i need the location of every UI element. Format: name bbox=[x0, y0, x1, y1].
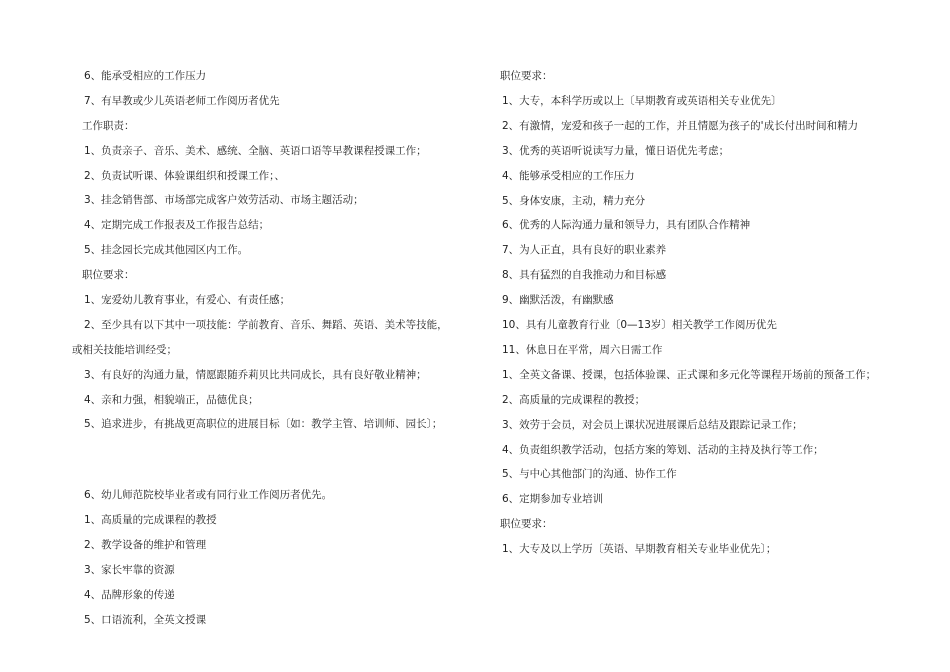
text-line: 5、追求进步，有挑战更高职位的进展目标〔如：教学主管、培训师、园长〕； bbox=[84, 418, 443, 431]
text-line: 1、负责亲子、音乐、美术、感统、全脑、英语口语等早教课程授课工作； bbox=[84, 144, 427, 157]
text-line: 3、有良好的沟通力量，情愿跟随乔莉贝比共同成长，具有良好敬业精神； bbox=[84, 368, 427, 381]
text-line: 7、有早教或少儿英语老师工作阅历者优先 bbox=[84, 94, 280, 107]
left-column bbox=[72, 64, 472, 633]
text-line: 1、全英文备课、授课，包括体验课、正式课和多元化等课程开场前的预备工作； bbox=[502, 368, 877, 381]
text-line: 2、教学设备的维护和管理 bbox=[84, 539, 207, 552]
text-line: 1、大专，本科学历或以上〔早期教育或英语相关专业优先〕 bbox=[502, 94, 782, 107]
text-line: 2、至少具有以下其中一项技能：学前教育、音乐、舞蹈、英语、美术等技能， bbox=[84, 318, 448, 331]
text-line: 8、具有猛烈的自我推动力和目标感 bbox=[502, 269, 667, 282]
text-line: 4、能够承受相应的工作压力 bbox=[502, 169, 635, 182]
text-line: 5、口语流利，全英文授课 bbox=[84, 613, 207, 626]
text-line: 5、与中心其他部门的沟通、协作工作 bbox=[502, 468, 677, 481]
section-heading: 职位要求： bbox=[82, 269, 135, 282]
text-line: 9、幽默活泼，有幽默感 bbox=[502, 294, 614, 307]
text-line: 2、负责试听课、体验课组织和授课工作；、 bbox=[84, 169, 285, 182]
text-line: 1、大专及以上学历〔英语、早期教育相关专业毕业优先〕； bbox=[502, 543, 777, 556]
blank-line bbox=[72, 448, 472, 473]
text-line: 4、品牌形象的传递 bbox=[84, 588, 175, 601]
text-line: 6、优秀的人际沟通力量和领导力，具有团队合作精神 bbox=[502, 219, 751, 232]
right-column bbox=[490, 64, 890, 562]
text-line: 6、幼儿师范院校毕业者或有同行业工作阅历者优先。 bbox=[84, 489, 333, 502]
text-line: 2、有激情，宠爱和孩子一起的工作，并且情愿为孩子的'成长付出时间和精力 bbox=[502, 119, 859, 132]
text-line: 11、休息日在平常，周六日需工作 bbox=[502, 343, 663, 356]
text-line: 3、效劳于会员，对会员上课状况进展课后总结及跟踪记录工作； bbox=[502, 418, 803, 431]
text-line: 5、挂念园长完成其他园区内工作。 bbox=[84, 244, 249, 257]
section-heading: 职位要求： bbox=[500, 70, 553, 82]
text-line: 3、挂念销售部、市场部完成客户效劳活动、市场主题活动； bbox=[84, 194, 364, 207]
text-line: 2、高质量的完成课程的教授； bbox=[502, 393, 646, 406]
text-line: 10、具有儿童教育行业〔0—13岁〕相关教学工作阅历优先 bbox=[502, 319, 777, 332]
text-line: 或相关技能培训经受； bbox=[72, 343, 177, 356]
text-line: 4、定期完成工作报表及工作报告总结； bbox=[84, 219, 270, 232]
section-heading: 职位要求： bbox=[500, 518, 553, 531]
text-line: 5、身体安康，主动，精力充分 bbox=[502, 194, 646, 207]
text-line: 6、能承受相应的工作压力 bbox=[84, 70, 207, 82]
text-line: 1、宠爱幼儿教育事业，有爱心、有责任感； bbox=[84, 294, 291, 307]
text-line: 7、为人正直，具有良好的职业素养 bbox=[502, 244, 667, 257]
section-heading: 工作职责： bbox=[82, 119, 135, 132]
text-line: 3、家长牢靠的资源 bbox=[84, 563, 175, 576]
text-line: 4、亲和力强，相貌端正，品德优良； bbox=[84, 393, 259, 406]
text-line: 1、高质量的完成课程的教授 bbox=[84, 514, 217, 527]
text-line: 3、优秀的英语听说读写力量，懂日语优先考虑； bbox=[502, 144, 730, 157]
text-line: 4、负责组织教学活动，包括方案的筹划、活动的主持及执行等工作； bbox=[502, 443, 824, 456]
text-line: 6、定期参加专业培训 bbox=[502, 493, 604, 506]
